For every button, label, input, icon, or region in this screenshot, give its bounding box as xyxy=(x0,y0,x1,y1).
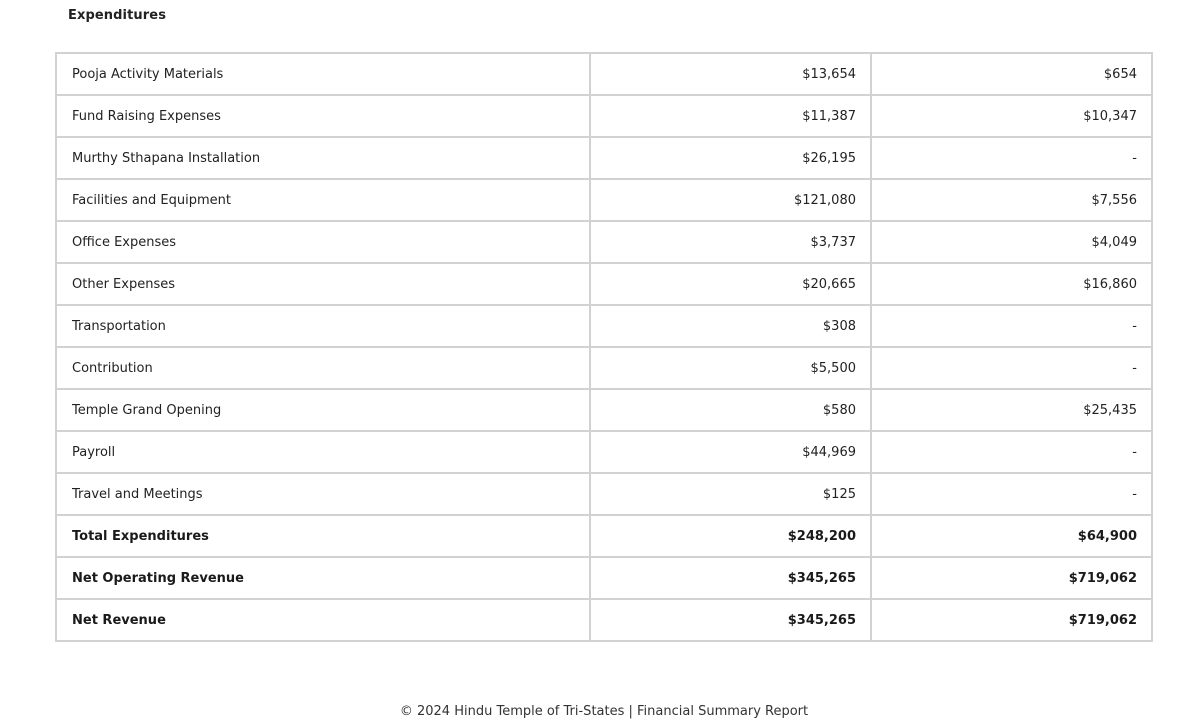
amount-cell-2: $25,435 xyxy=(871,389,1152,431)
row-label: Travel and Meetings xyxy=(56,473,590,515)
amount-cell-2: - xyxy=(871,305,1152,347)
row-label: Facilities and Equipment xyxy=(56,179,590,221)
amount-cell-1: $125 xyxy=(590,473,871,515)
amount-cell-2: $654 xyxy=(871,53,1152,95)
table-row xyxy=(56,95,1152,137)
amount-cell-1: $580 xyxy=(590,389,871,431)
expenditures-table xyxy=(55,52,1153,642)
amount-cell-1: $13,654 xyxy=(590,53,871,95)
amount-cell-2: - xyxy=(871,431,1152,473)
amount-cell-2: - xyxy=(871,347,1152,389)
summary-row xyxy=(56,599,1152,641)
table-row xyxy=(56,431,1152,473)
row-label: Net Revenue xyxy=(56,599,590,641)
summary-row xyxy=(56,515,1152,557)
table-row xyxy=(56,179,1152,221)
table-row xyxy=(56,263,1152,305)
row-label: Payroll xyxy=(56,431,590,473)
row-label: Contribution xyxy=(56,347,590,389)
amount-cell-2: $64,900 xyxy=(871,515,1152,557)
amount-cell-1: $345,265 xyxy=(590,599,871,641)
summary-row xyxy=(56,557,1152,599)
amount-cell-1: $308 xyxy=(590,305,871,347)
row-label: Other Expenses xyxy=(56,263,590,305)
amount-cell-1: $20,665 xyxy=(590,263,871,305)
table-row xyxy=(56,137,1152,179)
amount-cell-2: $10,347 xyxy=(871,95,1152,137)
amount-cell-1: $248,200 xyxy=(590,515,871,557)
section-title: Expenditures xyxy=(68,8,167,23)
amount-cell-2: - xyxy=(871,473,1152,515)
footer-text: © 2024 Hindu Temple of Tri-States | Financial Summary Report xyxy=(399,704,809,719)
amount-cell-2: $16,860 xyxy=(871,263,1152,305)
amount-cell-2: $719,062 xyxy=(871,599,1152,641)
amount-cell-1: $345,265 xyxy=(590,557,871,599)
amount-cell-1: $3,737 xyxy=(590,221,871,263)
amount-cell-2: - xyxy=(871,137,1152,179)
table-row xyxy=(56,389,1152,431)
table-row xyxy=(56,347,1152,389)
amount-cell-1: $26,195 xyxy=(590,137,871,179)
table-row xyxy=(56,305,1152,347)
table-row xyxy=(56,473,1152,515)
amount-cell-1: $121,080 xyxy=(590,179,871,221)
row-label: Fund Raising Expenses xyxy=(56,95,590,137)
row-label: Temple Grand Opening xyxy=(56,389,590,431)
expenditures-table-body xyxy=(56,53,1152,641)
row-label: Office Expenses xyxy=(56,221,590,263)
amount-cell-2: $4,049 xyxy=(871,221,1152,263)
row-label: Net Operating Revenue xyxy=(56,557,590,599)
row-label: Pooja Activity Materials xyxy=(56,53,590,95)
row-label: Total Expenditures xyxy=(56,515,590,557)
amount-cell-2: $719,062 xyxy=(871,557,1152,599)
amount-cell-2: $7,556 xyxy=(871,179,1152,221)
row-label: Murthy Sthapana Installation xyxy=(56,137,590,179)
amount-cell-1: $11,387 xyxy=(590,95,871,137)
amount-cell-1: $44,969 xyxy=(590,431,871,473)
amount-cell-1: $5,500 xyxy=(590,347,871,389)
row-label: Transportation xyxy=(56,305,590,347)
table-row xyxy=(56,221,1152,263)
table-row xyxy=(56,53,1152,95)
